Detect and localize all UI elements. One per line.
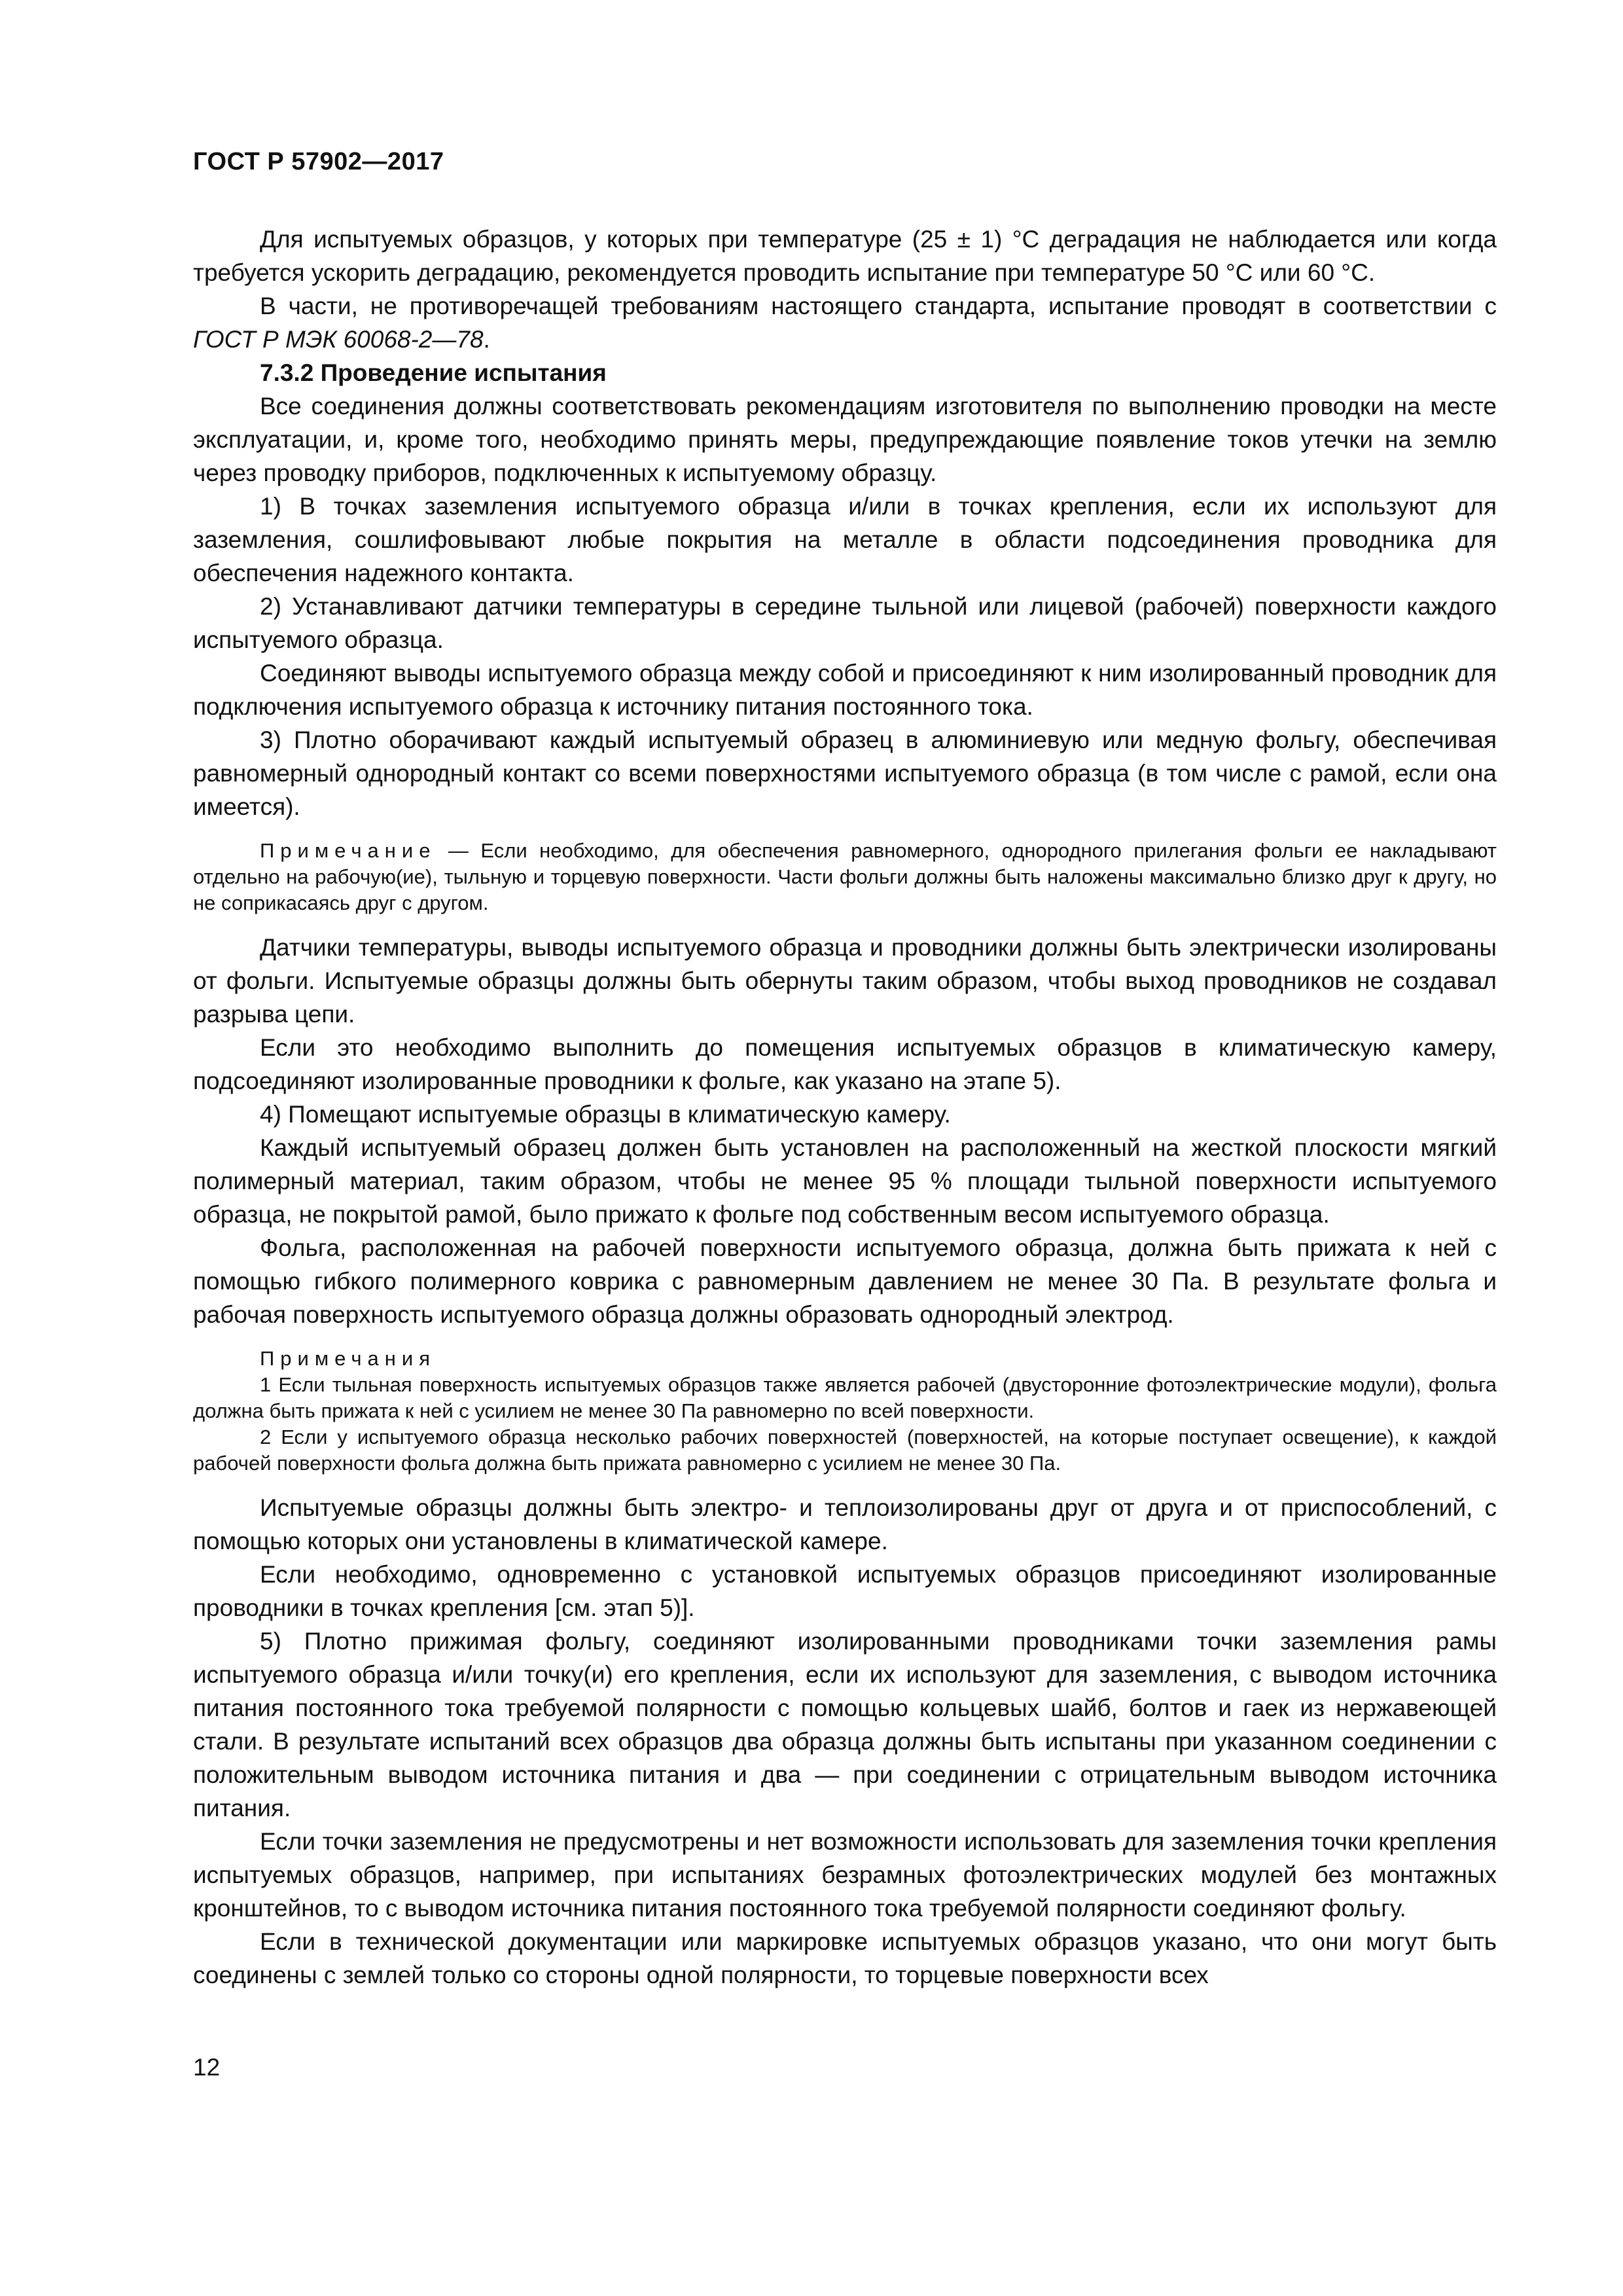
paragraph-step-5: 5) Плотно прижимая фольгу, соединяют изолированными проводниками точки заземления рамы испытуемого образца и/или точку(и) его крепления, если их используют для заземления, с выводом источника питания постоянного тока требуемой полярности с помощью кольцевых шайб, болтов и гаек из нержавеющей стали. В результате испытаний всех образцов два образца должны быть испытаны при указанном соединении с положительным выводом источника питания и два — при соединении с отрицательным выводом источника питания. bbox=[193, 1628, 1497, 1821]
note-text bbox=[193, 838, 1497, 916]
note-item-2: 2 Если у испытуемого образца несколько рабочих поверхностей (поверхностей, на которые поступает освещение), к каждой рабочей поверхности фольга должна быть прижата равномерно с усилием не менее 30 Па. bbox=[193, 1426, 1497, 1475]
note-item-1: 1 Если тыльная поверхность испытуемых образцов также является рабочей (двусторонние фотоэлектрические модули), фольга должна быть прижата к ней с усилием не менее 30 Па равномерно по всей поверхности. bbox=[193, 1373, 1497, 1422]
paragraph-single-polarity: Если в технической документации или маркировке испытуемых образцов указано, что они могут быть соединены с землей только со стороны одной полярности, то торцевые поверхности всех bbox=[193, 1928, 1497, 1988]
paragraph-text: В части, не противоречащей требованиям настоящего стандарта, испытание проводят в соответствии с bbox=[260, 293, 1497, 319]
paragraph-step-3: 3) Плотно оборачивают каждый испытуемый образец в алюминиевую или медную фольгу, обеспечивая равномерный однородный контакт со всеми поверхностями испытуемого образца (в том числе с рамой, если она имеется). bbox=[193, 726, 1497, 820]
paragraph-conductors-mounting: Если необходимо, одновременно с установкой испытуемых образцов присоединяют изолированные проводники в точках крепления [см. этап 5)]. bbox=[193, 1561, 1497, 1621]
note-body: — Если необходимо, для обеспечения равномерного, однородного прилегания фольги ее накладывают отдельно на рабочую(ие), тыльную и торцевую поверхности. Части фольги должны быть наложены максимально близко друг к другу, но не соприкасаясь друг с другом. bbox=[193, 839, 1497, 914]
page-number: 12 bbox=[193, 2054, 221, 2081]
paragraph-step-2: 2) Устанавливают датчики температуры в середине тыльной или лицевой (рабочей) поверхности каждого испытуемого образца. bbox=[193, 593, 1497, 653]
document-body bbox=[193, 223, 1497, 1992]
note-foil bbox=[193, 838, 1497, 916]
paragraph-leads-connection: Соединяют выводы испытуемого образца между собой и присоединяют к ним изолированный проводник для подключения испытуемого образца к источнику питания постоянного тока. bbox=[193, 660, 1497, 720]
paragraph-connections: Все соединения должны соответствовать рекомендациям изготовителя по выполнению проводки на месте эксплуатации, и, кроме того, необходимо принять меры, предупреждающие появление токов утечки на землю через проводку приборов, подключенных к испытуемому образцу. bbox=[193, 393, 1497, 486]
paragraph-text: . bbox=[483, 326, 490, 353]
paragraph-step-1: 1) В точках заземления испытуемого образца и/или в точках крепления, если их используют для заземления, сошлифовывают любые покрытия на металле в области подсоединения проводника для обеспечения надежного контакта. bbox=[193, 493, 1497, 586]
note-label: Примечание bbox=[260, 839, 437, 862]
paragraph-before-chamber: Если это необходимо выполнить до помещения испытуемых образцов в климатическую камеру, подсоединяют изолированные проводники к фольге, как указано на этапе 5). bbox=[193, 1034, 1497, 1094]
paragraph-standard-reference bbox=[193, 289, 1497, 356]
notes-label bbox=[193, 1346, 1497, 1372]
document-header: ГОСТ Р 57902—2017 bbox=[193, 148, 444, 175]
paragraph-insulation: Датчики температуры, выводы испытуемого образца и проводники должны быть электрически изолированы от фольги. Испытуемые образцы должны быть обернуты таким образом, чтобы выход проводников не создавал разрыва цепи. bbox=[193, 934, 1497, 1028]
standard-reference-link: ГОСТ Р МЭК 60068-2—78 bbox=[193, 326, 484, 353]
paragraph-foil-pressure: Фольга, расположенная на рабочей поверхности испытуемого образца, должна быть прижата к ней с помощью гибкого полимерного коврика с равномерным давлением не менее 30 Па. В результате фольга и рабочая поверхность испытуемого образца должны образовать однородный электрод. bbox=[193, 1234, 1497, 1328]
paragraph-step-4: 4) Помещают испытуемые образцы в климатическую камеру. bbox=[260, 1101, 951, 1128]
notes-label-text: Примечания bbox=[260, 1347, 436, 1370]
paragraph-sample-placement: Каждый испытуемый образец должен быть установлен на расположенный на жесткой плоскости мягкий полимерный материал, таким образом, чтобы не менее 95 % площади тыльной поверхности испытуемого образца, не покрытой рамой, было прижато к фольге под собственным весом испытуемого образца. bbox=[193, 1134, 1497, 1228]
paragraph-degradation-temperature: Для испытуемых образцов, у которых при температуре (25 ± 1) °С деградация не наблюдается или когда требуется ускорить деградацию, рекомендуется проводить испытание при температуре 50 °С или 60 °С. bbox=[193, 226, 1497, 286]
paragraph-no-grounding-points: Если точки заземления не предусмотрены и нет возможности использовать для заземления точки крепления испытуемых образцов, например, при испытаниях безрамных фотоэлектрических модулей без монтажных кронштейнов, то с выводом источника питания постоянного тока требуемой полярности соединяют фольгу. bbox=[193, 1828, 1497, 1922]
paragraph-isolation: Испытуемые образцы должны быть электро- и теплоизолированы друг от друга и от приспособлений, с помощью которых они установлены в климатической камере. bbox=[193, 1494, 1497, 1554]
notes-pressure bbox=[193, 1346, 1497, 1477]
section-heading-7-3-2: 7.3.2 Проведение испытания bbox=[260, 359, 607, 386]
